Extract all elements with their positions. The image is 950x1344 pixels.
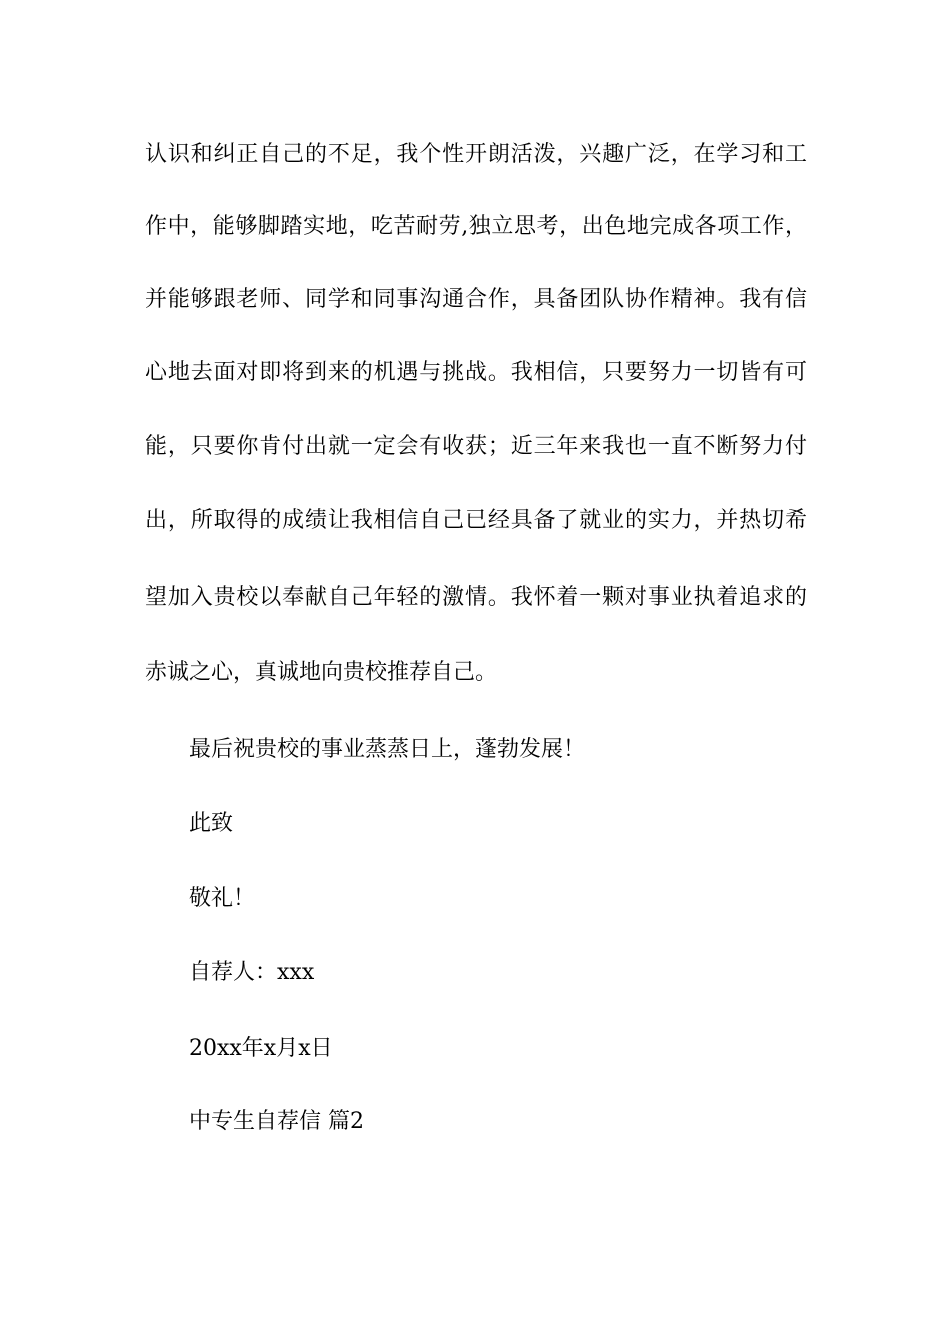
salutation-jingli: 敬礼！: [189, 886, 256, 911]
signature-line: 自荐人：xxx: [189, 960, 315, 985]
paragraph-line-6: 出，所取得的成绩让我相信自己已经具备了就业的实力，并热切希: [145, 508, 807, 533]
closing-wish: 最后祝贵校的事业蒸蒸日上，蓬勃发展！: [189, 737, 586, 762]
paragraph-line-7: 望加入贵校以奉献自己年轻的激情。我怀着一颗对事业执着追求的: [145, 585, 807, 610]
paragraph-line-1: 认识和纠正自己的不足，我个性开朗活泼，兴趣广泛，在学习和工: [145, 142, 807, 167]
paragraph-line-8: 赤诚之心，真诚地向贵校推荐自己。: [145, 660, 498, 685]
paragraph-line-3: 并能够跟老师、同学和同事沟通合作，具备团队协作精神。我有信: [145, 287, 807, 312]
section-heading: 中专生自荐信 篇2: [189, 1109, 364, 1134]
paragraph-line-4: 心地去面对即将到来的机遇与挑战。我相信，只要努力一切皆有可: [145, 360, 807, 385]
date-line: 20xx年x月x日: [189, 1036, 333, 1061]
paragraph-line-2: 作中，能够脚踏实地，吃苦耐劳,独立思考，出色地完成各项工作，: [145, 214, 807, 239]
salutation-cizhi: 此致: [189, 811, 234, 836]
paragraph-line-5: 能，只要你肯付出就一定会有收获；近三年来我也一直不断努力付: [145, 434, 807, 459]
